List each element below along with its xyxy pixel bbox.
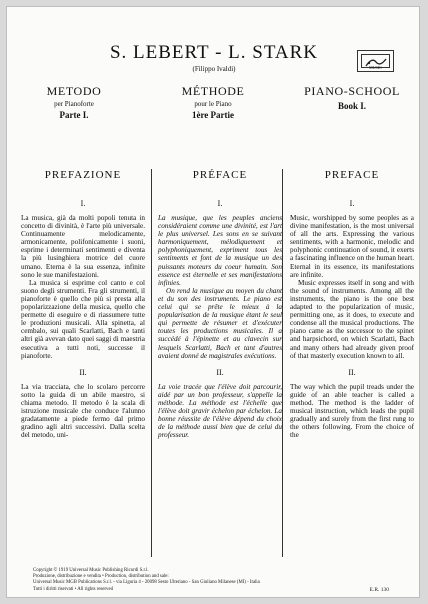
preface-heading: PRÉFACE	[192, 169, 248, 181]
section-number: II.	[216, 367, 224, 377]
title-part: 1ère Partie	[191, 110, 235, 120]
section-number: II.	[79, 367, 87, 377]
footer-line: Universal Music MGB Publications S.r.l. - via Liguria 4 - 20098 Sesto Ulteriano - San Giuliano Milanese (MI) - Italia	[33, 580, 260, 586]
paragraph: Music, worshipped by some peoples as a divine manifestation, is the most universal of all the arts. Expressing the various sentiments, with a harmonic, melodic and polyphonic continuation of sound, it exerts a fascinating influence on the human heart. Eternal in its essence, its manifestations are infinite.	[290, 214, 414, 279]
paragraph: On rend la musique au moyen du chant et du son des instruments. Le piano est celui qui se prête le mieux à la popularisation de la musique étant le seul qui permette de résumer et d'exécuter toutes les productions musicales. Il a succédé à l'épinette et au clavecin sur lesquels Scarlatti, Bach et tant d'autres avaient donné de magistrales exécutions.	[158, 286, 282, 360]
section-number: I.	[217, 199, 223, 208]
paragraph: La musique, que les peuples anciens considéraient comme une divinité, est l'art le plus universel. Les sons en se suivant harmoniquement, mélodiquement et polyphoniquement, expriment tous les sentiments et font de la musique un des puissants moteurs du coeur humain. Son essence est éternelle et ses manifestations infinies.	[158, 214, 282, 287]
title-italian	[18, 84, 130, 120]
preface-english	[290, 169, 414, 439]
preface-french	[158, 169, 282, 439]
section-number: I.	[80, 199, 86, 208]
score-page	[6, 6, 420, 598]
paragraph: La musica si esprime col canto e col suono degli strumenti. Fra gli strumenti, il pianoforte è quello che più si presta alla popolarizzazione della musica, quello che permette di eseguire e di riassumere tutte le produzioni musicali. Alla spinetta, al cembalo, sui quali Scarlatti, Bach e tanti altri già avevan dato quei saggi di maestria esecutiva a tutti noti, successe il pianoforte.	[21, 278, 145, 360]
logo-text: MUSIC	[369, 65, 382, 70]
footer-line: Tutti i diritti riservati • All rights reserved	[33, 586, 113, 592]
authors-title: S. LEBERT - L. STARK	[109, 42, 319, 63]
column-divider	[151, 169, 152, 557]
preface-heading: PREFACE	[324, 169, 380, 181]
title-sub: pour le Piano	[194, 100, 232, 108]
paragraph: The way which the pupil treads under the guide of an able teacher is called a method. The method is the ladder of musical instruction, which leads the pupil gradually and surely from the first rung to the others following. From the choice of the	[290, 382, 414, 440]
editor-name: (Filippo Ivaldi)	[192, 65, 236, 73]
title-sub: per Pianoforte	[54, 100, 94, 108]
preface-heading: PREFAZIONE	[44, 169, 122, 181]
footer-line: Copyright © 1919 Universal Music Publishing Ricordi S.r.l.	[33, 568, 149, 573]
footer-line: Produzione, distribuzione e vendita • Production, distribution and sale:	[33, 574, 169, 580]
title-part: Book I.	[337, 101, 366, 111]
publisher-logo-icon	[357, 50, 394, 72]
column-divider	[282, 169, 283, 557]
method-titles	[7, 84, 421, 132]
copyright-footer	[33, 568, 260, 593]
paragraph: La musica, già da molti popoli tenuta in concetto di divinità, è l'arte più universale. Continuamente melodicamente, armonicamente, polifonicamente i suoni, esprime i determinati sentimenti e diventa la più lusinghiera motrice del cuore umano. Eterna è la sua essenza, infinite sono le sue manifestazioni.	[21, 214, 145, 279]
title-main: METODO	[46, 84, 102, 98]
edition-code: E.R. 130	[369, 587, 389, 593]
paragraph: La voie tracée que l'élève doit parcourir, aidé par un bon professeur, s'appelle la méthode. La méthode est l'échelle que l'élève doit gravir échelon par échelon. La bonne réussite de l'élève dépend du choix de la méthode aussi bien que de celui du professeur.	[158, 382, 282, 440]
section-number: II.	[348, 367, 356, 377]
title-english	[296, 84, 408, 111]
title-main: PIANO-SCHOOL	[304, 84, 400, 98]
title-part: Parte I.	[59, 110, 89, 120]
paragraph: La via tracciata, che lo scolaro percorre sotto la guida di un abile maestro, si chiama metodo. Il metodo è la scala di istruzione musicale che conduce l'alunno gradatamente a piede fermo dal primo gradino agli altri successivi. Dalla scelta del metodo, uni-	[21, 382, 145, 440]
section-number: I.	[349, 199, 355, 208]
title-main: MÉTHODE	[181, 84, 245, 98]
preface-italian	[21, 169, 145, 439]
paragraph: Music expresses itself in song and with the sound of instruments. Among all the instruments, the piano is the one best adapted to the popularization of music, permitting one, as it does, to execute and condense all the musical productions. The piano came as the successor to the spinet and harpsichord, on which Scarlatti, Bach and many others had already given proof of that masterly execution known to all.	[290, 278, 414, 360]
title-french	[157, 84, 269, 120]
